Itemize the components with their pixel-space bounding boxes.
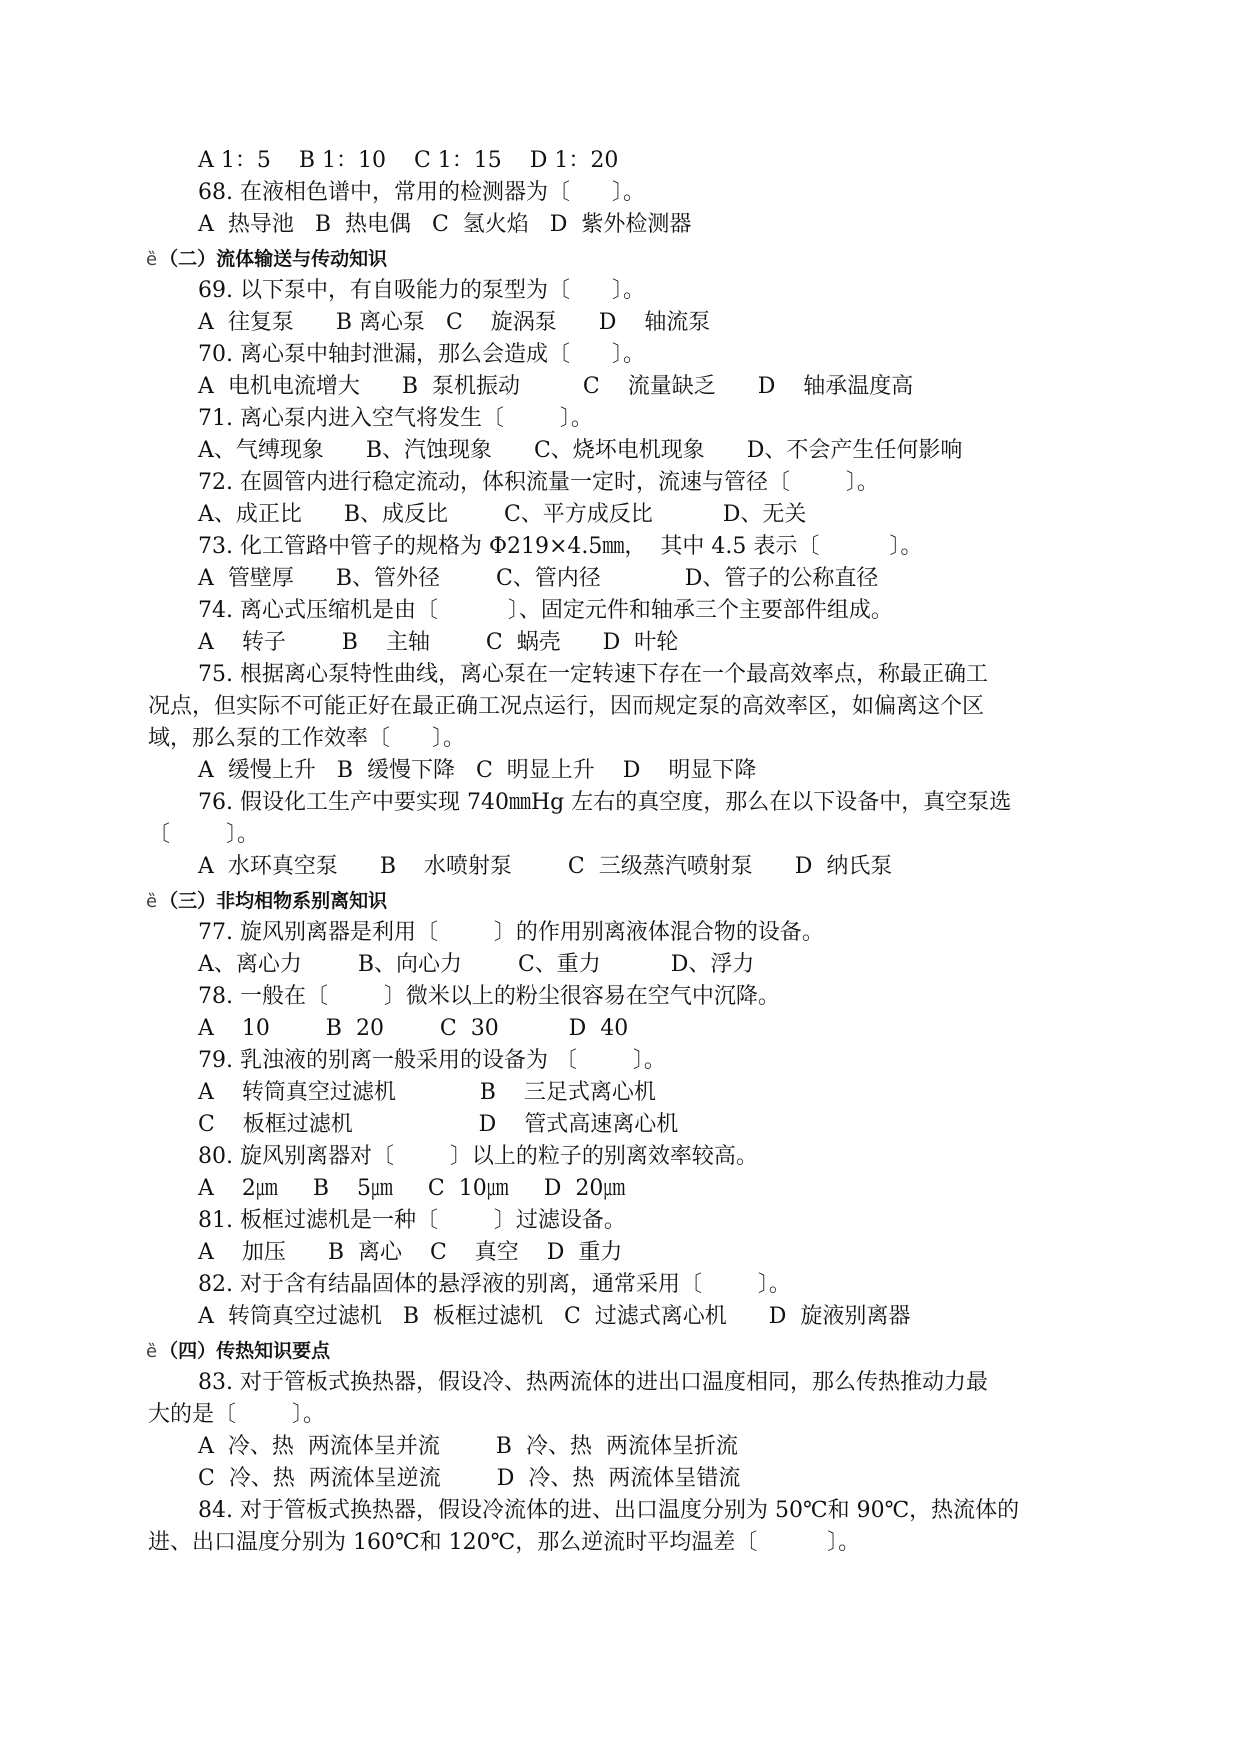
question-75-line-1: 75. 根据离心泵特性曲线，离心泵在一定转速下存在一个最高效率点，称最正确工: [198, 662, 988, 687]
question-76-line-2: 〔 〕。: [148, 822, 259, 847]
heading-marker-glyph: ȅ: [146, 891, 158, 912]
answer-options-69: A 往复泵 B 离心泵 C 旋涡泵 D 轴流泵: [198, 310, 711, 335]
question-84-line-2: 进、出口温度分别为 160℃和 120℃，那么逆流时平均温差〔 〕。: [148, 1530, 861, 1555]
question-72: 72. 在圆管内进行稳定流动，体积流量一定时，流速与管径〔 〕。: [198, 470, 879, 495]
question-78: 78. 一般在〔 〕微米以上的粉尘很容易在空气中沉降。: [198, 984, 780, 1009]
answer-options-80: A 2㎛ B 5㎛ C 10㎛ D 20㎛: [198, 1176, 626, 1201]
section-heading-heat-transfer: [146, 1338, 330, 1365]
section-heading-label: （四）传热知识要点: [159, 1340, 331, 1362]
answer-options-72: A、成正比 B、成反比 C、平方成反比 D、无关: [198, 502, 807, 527]
question-81: 81. 板框过滤机是一种〔 〕过滤设备。: [198, 1208, 626, 1233]
section-heading-label: （二）流体输送与传动知识: [159, 248, 388, 270]
question-77: 77. 旋风别离器是利用〔 〕的作用别离液体混合物的设备。: [198, 920, 824, 945]
question-68: 68. 在液相色谱中，常用的检测器为〔 〕。: [198, 180, 645, 205]
answer-options-83-row-1: A 冷、热 两流体呈并流 B 冷、热 两流体呈折流: [198, 1434, 738, 1459]
answer-options-74: A 转子 B 主轴 C 蜗壳 D 叶轮: [198, 630, 679, 655]
question-75-line-2: 况点，但实际不可能正好在最正确工况点运行，因而规定泵的高效率区，如偏离这个区: [148, 694, 985, 719]
answer-options-81: A 加压 B 离心 C 真空 D 重力: [198, 1240, 623, 1265]
answer-options-70: A 电机电流增大 B 泵机振动 C 流量缺乏 D 轴承温度高: [198, 374, 914, 399]
answer-options-77: A、离心力 B、向心力 C、重力 D、浮力: [198, 952, 755, 977]
question-69: 69. 以下泵中，有自吸能力的泵型为〔 〕。: [198, 278, 645, 303]
answer-options-68: A 热导池 B 热电偶 C 氢火焰 D 紫外检测器: [198, 212, 692, 237]
answer-options-75: A 缓慢上升 B 缓慢下降 C 明显上升 D 明显下降: [198, 758, 757, 783]
question-75-line-3: 域，那么泵的工作效率〔 〕。: [148, 726, 465, 751]
question-76-line-1: 76. 假设化工生产中要实现 740㎜Hg 左右的真空度，那么在以下设备中，真空泵选: [198, 790, 1012, 815]
question-84-line-1: 84. 对于管板式换热器，假设冷流体的进、出口温度分别为 50℃和 90℃，热流体的: [198, 1498, 1020, 1523]
answer-options-78: A 10 B 20 C 30 D 40: [198, 1016, 629, 1041]
answer-options-73: A 管壁厚 B、管外径 C、管内径 D、管子的公称直径: [198, 566, 879, 591]
question-83-line-2: 大的是〔 〕。: [148, 1402, 325, 1427]
question-71: 71. 离心泵内进入空气将发生〔 〕。: [198, 406, 593, 431]
answer-options-79-row-2: C 板框过滤机 D 管式高速离心机: [198, 1112, 679, 1137]
section-heading-heterogeneous-separation: [146, 888, 387, 915]
heading-marker-glyph: ȅ: [146, 1341, 158, 1362]
question-83-line-1: 83. 对于管板式换热器，假设冷、热两流体的进出口温度相同，那么传热推动力最: [198, 1370, 988, 1395]
answer-options-82: A 转筒真空过滤机 B 板框过滤机 C 过滤式离心机 D 旋液别离器: [198, 1304, 911, 1329]
answer-options-76: A 水环真空泵 B 水喷射泵 C 三级蒸汽喷射泵 D 纳氏泵: [198, 854, 893, 879]
heading-marker-glyph: ȅ: [146, 249, 158, 270]
question-80: 80. 旋风别离器对〔 〕以上的粒子的别离效率较高。: [198, 1144, 758, 1169]
section-heading-label: （三）非均相物系别离知识: [159, 890, 388, 912]
question-70: 70. 离心泵中轴封泄漏，那么会造成〔 〕。: [198, 342, 645, 367]
answer-options-71: A、气缚现象 B、汽蚀现象 C、烧坏电机现象 D、不会产生任何影响: [198, 438, 963, 463]
question-82: 82. 对于含有结晶固体的悬浮液的别离，通常采用〔 〕。: [198, 1272, 791, 1297]
question-74: 74. 离心式压缩机是由〔 〕、固定元件和轴承三个主要部件组成。: [198, 598, 893, 623]
answer-options-67: A 1：5 B 1：10 C 1：15 D 1：20: [198, 148, 619, 173]
answer-options-83-row-2: C 冷、热 两流体呈逆流 D 冷、热 两流体呈错流: [198, 1466, 741, 1491]
question-79: 79. 乳浊液的别离一般采用的设备为 〔 〕。: [198, 1048, 666, 1073]
section-heading-fluid-transport: [146, 246, 387, 273]
question-73: 73. 化工管路中管子的规格为 Φ219×4.5㎜， 其中 4.5 表示〔 〕。: [198, 534, 923, 559]
answer-options-79-row-1: A 转筒真空过滤机 B 三足式离心机: [198, 1080, 656, 1105]
